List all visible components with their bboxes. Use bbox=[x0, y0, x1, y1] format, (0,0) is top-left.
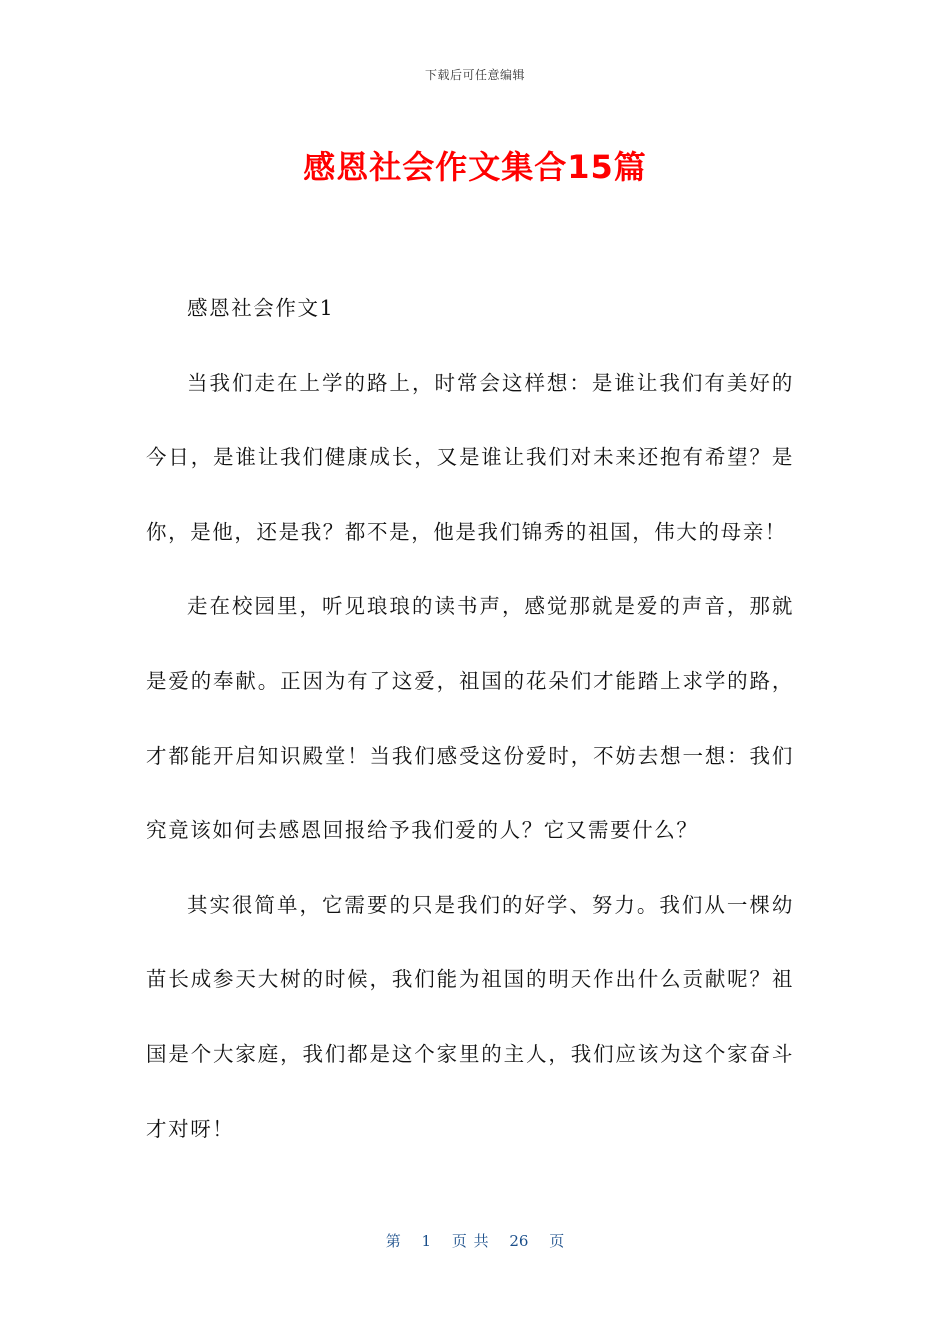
paragraph: 当我们走在上学的路上，时常会这样想：是谁让我们有美好的今日，是谁让我们健康成长，又是谁让我们对未来还抱有希望？是你，是他，还是我？都不是，他是我们锦秀的祖国，伟大的母亲！ bbox=[146, 370, 794, 544]
footer-ye-gong: 页 共 bbox=[451, 1232, 489, 1250]
header-note: 下载后可任意编辑 bbox=[424, 68, 525, 82]
section-heading: 感恩社会作文1 bbox=[187, 296, 335, 320]
page-footer bbox=[0, 1230, 950, 1251]
footer-page-number: 1 bbox=[421, 1232, 432, 1250]
paragraph: 走在校园里，听见琅琅的读书声，感觉那就是爱的声音，那就是爱的奉献。正因为有了这爱，祖国的花朵们才能踏上求学的路，才都能开启知识殿堂！当我们感受这份爱时，不妨去想一想：我们究竟该如何去感恩回报给予我们爱的人？它又需要什么？ bbox=[146, 594, 794, 843]
footer-total-pages: 26 bbox=[509, 1232, 529, 1250]
document-title: 感恩社会作文集合15篇 bbox=[303, 148, 647, 186]
footer-di: 第 bbox=[385, 1232, 401, 1250]
document-body bbox=[146, 271, 794, 1166]
paragraph: 其实很简单，它需要的只是我们的好学、努力。我们从一棵幼苗长成参天大树的时候，我们能为祖国的明天作出什么贡献呢？祖国是个大家庭，我们都是这个家里的主人，我们应该为这个家奋斗才对呀！ bbox=[146, 892, 794, 1141]
footer-ye: 页 bbox=[549, 1232, 565, 1250]
